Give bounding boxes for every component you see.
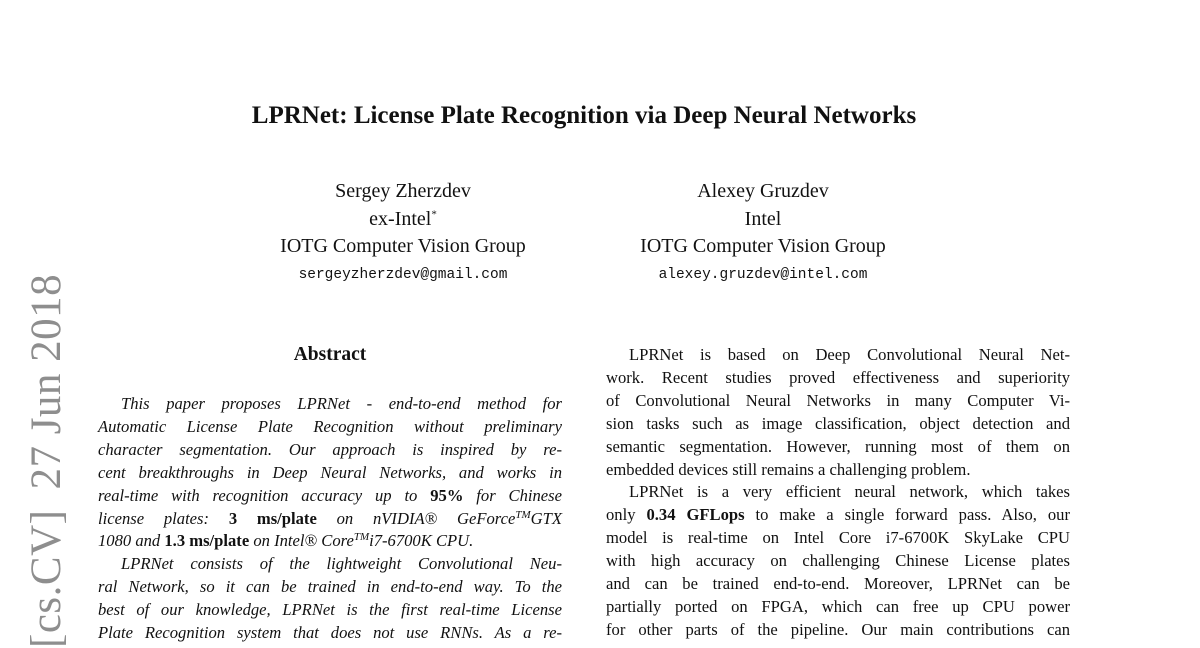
intro-line: of Convolutional Neural Networks in many Computer Vi-	[606, 390, 1070, 410]
intro-text: only	[606, 505, 647, 525]
abstract-line	[98, 508, 562, 531]
abstract-line: best of our knowledge, LPRNet is the first real-time License	[98, 600, 562, 620]
intro-line: for other parts of the pipeline. Our main contributions can	[606, 619, 1070, 639]
abstract-line: cent breakthroughs in Deep Neural Networks, and works in	[98, 462, 562, 482]
abstract-text: on Intel	[249, 531, 305, 551]
abstract-line	[98, 485, 562, 508]
abstract-line: LPRNet consists of the lightweight Convolutional Neu-	[121, 554, 562, 574]
intro-line	[606, 504, 1070, 527]
intro-line: LPRNet is a very efficient neural network, which takes	[629, 482, 1070, 502]
affiliation-text: ex-Intel	[369, 207, 432, 230]
author-email[interactable]: alexey.gruzdev@intel.com	[658, 266, 868, 283]
abstract-line: ral Network, so it can be trained in end-to-end way. To the	[98, 577, 562, 597]
intro-line: partially ported on FPGA, which can free up CPU power	[606, 596, 1070, 616]
intro-line: embedded devices still remains a challenging problem.	[606, 459, 971, 479]
abstract-line: Automatic License Plate Recognition without preliminary	[98, 416, 562, 436]
abstract-text: ® Core	[304, 531, 354, 551]
cpu-speed-highlight: 1.3 ms/plate	[164, 531, 250, 551]
abstract-body	[98, 393, 562, 645]
trademark-mark: TM	[353, 531, 370, 544]
accuracy-highlight: 95%	[430, 485, 464, 505]
author-affiliation	[238, 206, 568, 234]
author-name: Alexey Gruzdev	[697, 180, 829, 202]
author-affiliation: Intel	[744, 207, 782, 230]
author-name: Sergey Zherzdev	[335, 180, 471, 202]
gflops-highlight: 0.34 GFLops	[646, 505, 745, 525]
intro-line: LPRNet is based on Deep Convolutional Neural Net-	[629, 345, 1070, 364]
intro-text: to make a single forward pass. Also, our	[744, 505, 1070, 525]
intro-line: work. Recent studies proved effectiveness and superiority	[606, 367, 1070, 387]
intro-line: with high accuracy on challenging Chinese License plates	[606, 551, 1070, 571]
abstract-text: i7-6700K CPU.	[369, 531, 474, 551]
author-group: IOTG Computer Vision Group	[280, 235, 526, 257]
arxiv-category: [cs.CV]	[23, 509, 70, 648]
abstract-line: character segmentation. Our approach is inspired by re-	[98, 439, 562, 459]
abstract-line: Plate Recognition system that does not use RNNs. As a re-	[98, 623, 562, 643]
intro-line: model is real-time on Intel Core i7-6700K SkyLake CPU	[606, 528, 1070, 548]
intro-line: and can be trained end-to-end. Moreover, LPRNet can be	[606, 574, 1070, 594]
author-email[interactable]: sergeyzherzdev@gmail.com	[298, 266, 508, 283]
abstract-line	[98, 530, 562, 553]
abstract-heading: Abstract	[293, 344, 367, 365]
abstract-text: for Chinese	[463, 485, 562, 505]
author-block-2	[598, 178, 928, 289]
abstract-text: real-time with recognition accuracy up to	[98, 485, 431, 505]
arxiv-stamp	[22, 254, 72, 648]
paper-title: LPRNet: License Plate Recognition via Deep Neural Networks	[251, 102, 917, 129]
abstract-line: This paper proposes LPRNet - end-to-end method for	[121, 394, 562, 413]
abstract-text: on nVIDIA	[316, 508, 425, 528]
abstract-text: GTX	[530, 508, 562, 528]
abstract-text: 1080 and	[98, 531, 165, 551]
introduction-body	[606, 344, 1070, 642]
arxiv-date: 27 Jun 2018	[23, 273, 70, 490]
author-block-1	[238, 178, 568, 289]
trademark-mark: TM	[515, 508, 531, 521]
abstract-text: ® GeForce	[424, 508, 516, 528]
author-group: IOTG Computer Vision Group	[640, 235, 886, 257]
abstract-text: license plates:	[98, 508, 229, 528]
affiliation-footnote-mark: *	[431, 207, 437, 220]
intro-line: sion tasks such as image classification, object detection and	[606, 413, 1070, 433]
gpu-speed-highlight: 3 ms/plate	[228, 508, 317, 528]
intro-line: semantic segmentation. However, running most of them on	[606, 436, 1070, 456]
